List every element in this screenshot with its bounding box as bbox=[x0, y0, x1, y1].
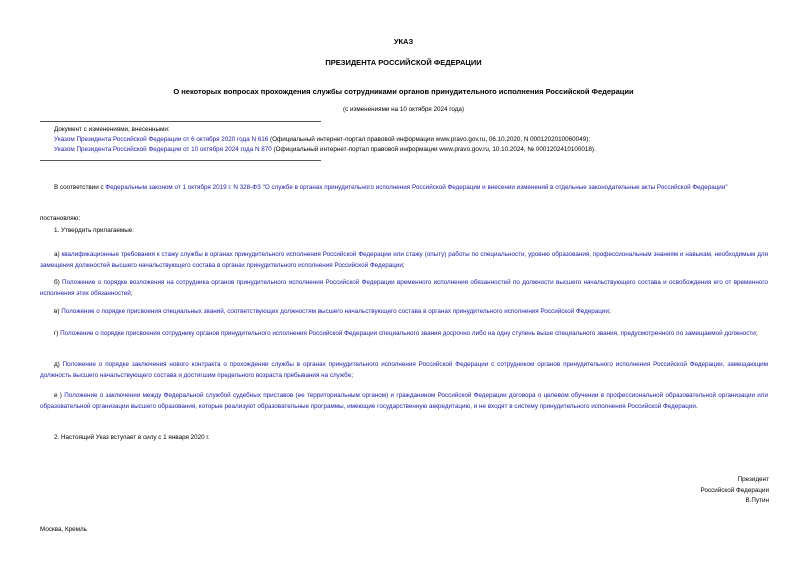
amendment-link[interactable]: Указом Президента Российской Федерации от 6 октября 2020 года N 616 bbox=[54, 136, 269, 143]
signature-country: Российской Федерации bbox=[700, 486, 769, 494]
subitem-b bbox=[40, 278, 768, 299]
subitem-link[interactable]: Положение о порядке заключения нового контракта о прохождении службы в органах принудительного исполнения Российской Федерации с сотрудником органов принудительного исполнения Российской Федерации, замещающим должность высшего начальствующего состава и достигшим предельного возраста пребывания на службе bbox=[40, 361, 768, 379]
subitem-link[interactable]: квалификационные требования к стажу службы в органах принудительного исполнения Российской Федерации или стажу (опыту) работы по специальности, уровню образования, профессиональным знаниям и навыкам, необходимым для замещения должностей высшего начальствующего состава в органах принудительного исполнения Российской Федерации bbox=[40, 251, 768, 269]
decree-title: УКАЗ bbox=[393, 37, 414, 46]
subitem-link[interactable]: Положение о порядке присвоения специальных званий, соответствующих должностям высшего начальствующего состава в органах принудительного исполнения Российской Федерации bbox=[61, 308, 609, 315]
subitem-suffix: ; bbox=[130, 289, 133, 297]
amendment-link[interactable]: Указом Президента Российской Федерации от 10 октября 2024 года N 870 bbox=[54, 146, 272, 153]
preamble-start: В соответствии с bbox=[54, 184, 106, 191]
amendment-note: (с изменениями на 10 октября 2024 года) bbox=[342, 106, 465, 113]
subitem-g bbox=[40, 329, 768, 340]
amendments-intro: Документ с изменениями, внесенными: bbox=[54, 126, 170, 133]
subitem-link[interactable]: Положение о порядке присвоения сотруднику органов принудительного исполнения Российской Федерации специального звания досрочно либо на одну ступень выше специального звания, предусмотренного по замещаемой должности bbox=[60, 330, 756, 337]
preamble bbox=[40, 183, 768, 194]
subitem-v bbox=[40, 307, 768, 318]
subitem-prefix: в) bbox=[54, 308, 62, 315]
bottom-divider bbox=[40, 160, 321, 161]
subitem-e bbox=[40, 391, 768, 412]
signature-title: Президент bbox=[737, 476, 769, 483]
subitem-prefix: б) bbox=[54, 279, 63, 286]
signing-place: Москва, Кремль bbox=[40, 526, 87, 533]
decree-issuer: ПРЕЗИДЕНТА РОССИЙСКОЙ ФЕДЕРАЦИИ bbox=[325, 58, 482, 67]
amendment-item bbox=[54, 136, 590, 144]
subitem-suffix: . bbox=[695, 402, 698, 410]
signature-block bbox=[701, 475, 769, 507]
subitem-suffix: ; bbox=[351, 371, 353, 379]
subitem-prefix: г) bbox=[54, 330, 61, 337]
amendment-source: (Официальный интернет-портал правовой информации www.pravo.gov.ru, 06.10.2020, N 0001202010060049); bbox=[268, 136, 591, 143]
subitem-prefix: а) bbox=[54, 251, 62, 258]
decree-word: постановляю: bbox=[40, 215, 81, 222]
decree-subject: О некоторых вопросах прохождения службы сотрудниками органов принудительного исполнения Российской Федерации bbox=[173, 87, 634, 96]
subitem-d bbox=[40, 360, 768, 381]
amendment-source: (Официальный интернет-портал правовой информации www.pravo.gov.ru, 10.10.2024, № 0001202410100018). bbox=[271, 146, 596, 153]
subitem-prefix: е ) bbox=[54, 392, 65, 399]
federal-law-link[interactable]: Федеральным законом от 1 октября 2019 г. N 328-ФЗ "О службе в органах принудительного исполнения Российской Федерации и внесении изменений в отдельные законодательные акты Российской Федерации" bbox=[105, 184, 728, 191]
subitem-suffix: ; bbox=[402, 261, 405, 269]
item-1: 1. Утвердить прилагаемые: bbox=[54, 227, 134, 234]
item-2: 2. Настоящий Указ вступает в силу с 1 января 2020 г. bbox=[54, 434, 210, 441]
subitem-link[interactable]: Положение о заключении между Федеральной службой судебных приставов (ее территориальным органом) и гражданином Российской Федерации договора о целевом обучении в профессиональной образовательной организации или образовательной организации высшего образования, которые реализуют образовательные программы, имеющие государственную аккредитацию, и не входят в систему принудительного исполнения Российской Федерации bbox=[40, 392, 768, 410]
subitem-suffix: ; bbox=[608, 308, 611, 315]
signature-name: В.Путин bbox=[745, 497, 769, 504]
amendment-item bbox=[54, 146, 596, 154]
subitem-suffix: ; bbox=[755, 330, 758, 337]
top-divider bbox=[40, 121, 321, 122]
subitem-link[interactable]: Положение о порядке возложения на сотрудника органов принудительного исполнения Российской Федерации временного исполнения обязанностей по должности высшего начальствующего состава и освобождения его от временного исполнения этих обязанностей bbox=[40, 279, 768, 297]
subitem-a bbox=[40, 250, 768, 271]
subitem-prefix: д) bbox=[54, 361, 63, 368]
